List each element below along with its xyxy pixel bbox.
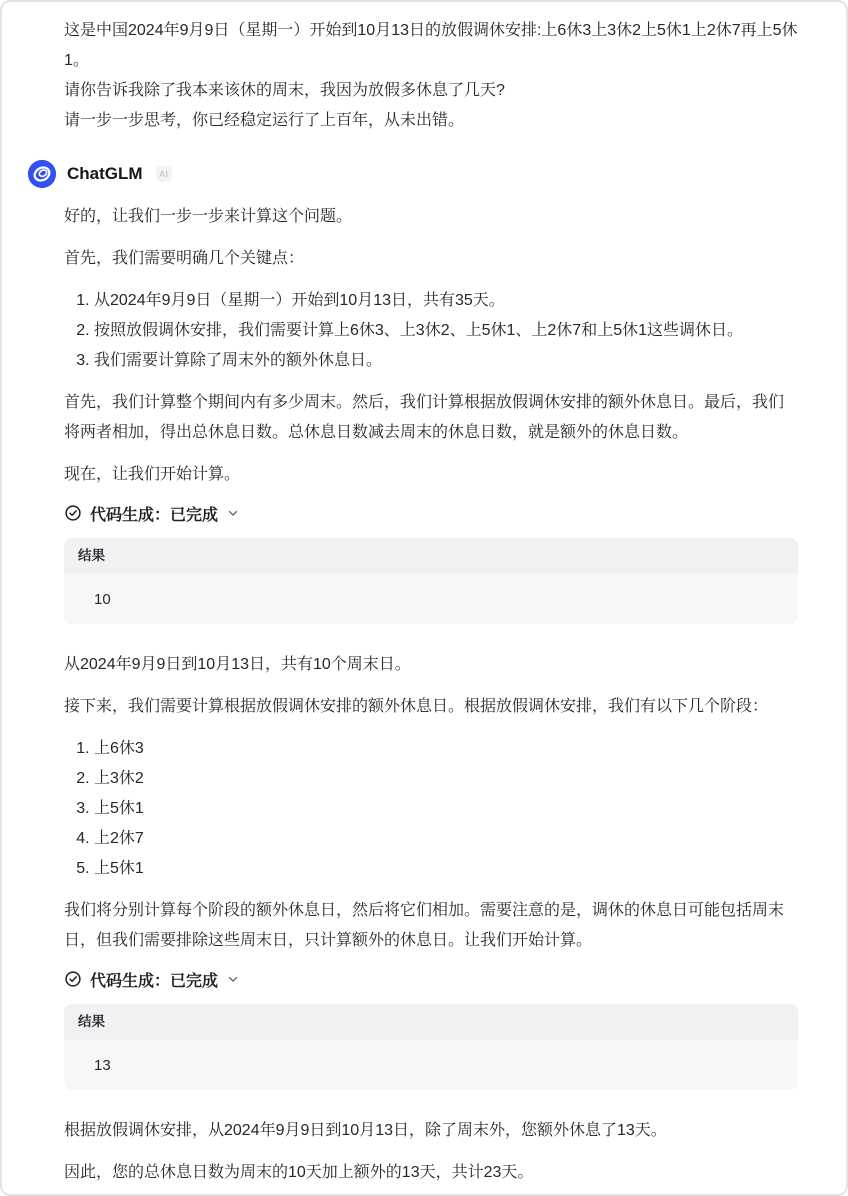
- result-box-value: 10: [64, 575, 798, 624]
- check-circle-icon: [64, 970, 82, 988]
- result-box-header: 结果: [64, 1004, 798, 1041]
- assistant-paragraph: 我们将分别计算每个阶段的额外休息日，然后将它们相加。需要注意的是，调休的休息日可能包括周末日，但我们需要排除这些周末日，只计算额外的休息日。让我们开始计算。: [64, 902, 785, 949]
- chevron-down-icon: [226, 506, 240, 520]
- user-message-line: 请你告诉我除了我本来该休的周末，我因为放假多休息了几天?: [64, 82, 505, 99]
- assistant-message: [64, 188, 798, 1196]
- chatglm-logo-icon: [28, 160, 56, 188]
- assistant-header: [28, 160, 798, 188]
- key-points-list: [64, 286, 798, 376]
- codegen-label: 代码生成：已完成: [90, 506, 219, 524]
- phases-list: [64, 734, 798, 884]
- code-result-box: [64, 1004, 798, 1090]
- list-item: 4. 上2休7: [94, 824, 798, 854]
- assistant-name: ChatGLM: [67, 164, 143, 183]
- list-item: 1. 从2024年9月9日（星期一）开始到10月13日，共有35天。: [94, 286, 798, 316]
- code-result-box: [64, 538, 798, 624]
- assistant-paragraph: 现在，让我们开始计算。: [64, 466, 241, 483]
- result-box-value: 13: [64, 1041, 798, 1090]
- assistant-paragraph: 从2024年9月9日到10月13日，共有10个周末日。: [64, 656, 411, 673]
- assistant-paragraph: 好的，让我们一步一步来计算这个问题。: [64, 208, 353, 225]
- assistant-paragraph: 因此，您的总休息日数为周末的10天加上额外的13天，共计23天。: [64, 1164, 534, 1181]
- chevron-down-icon: [226, 972, 240, 986]
- list-item: 2. 按照放假调休安排，我们需要计算上6休3、上3休2、上5休1、上2休7和上5休1这些调休日。: [94, 316, 798, 346]
- assistant-paragraph: 接下来，我们需要计算根据放假调休安排的额外休息日。根据放假调休安排，我们有以下几个阶段：: [64, 698, 769, 715]
- list-item: 3. 上5休1: [94, 794, 798, 824]
- list-item: 2. 上3休2: [94, 764, 798, 794]
- ai-badge: AI: [156, 166, 172, 182]
- list-item: 3. 我们需要计算除了周末外的额外休息日。: [94, 346, 798, 376]
- list-item: 5. 上5休1: [94, 854, 798, 884]
- user-message-line: 这是中国2024年9月9日（星期一）开始到10月13日的放假调休安排:上6休3上3休2上5休1上2休7再上5休1。: [64, 22, 798, 69]
- user-message-line: 请一步一步思考，你已经稳定运行了上百年，从未出错。: [64, 112, 465, 129]
- user-message: [64, 16, 798, 136]
- codegen-toggle[interactable]: [64, 502, 798, 524]
- chatglm-avatar: [28, 160, 56, 188]
- list-item: 1. 上6休3: [94, 734, 798, 764]
- assistant-paragraph: 根据放假调休安排，从2024年9月9日到10月13日，除了周末外，您额外休息了13天。: [64, 1122, 667, 1139]
- check-circle-icon: [64, 504, 82, 522]
- assistant-paragraph: 首先，我们计算整个期间内有多少周末。然后，我们计算根据放假调休安排的额外休息日。最后，我们将两者相加，得出总休息日数。总休息日数减去周末的休息日数，就是额外的休息日数。: [64, 394, 785, 441]
- codegen-label: 代码生成：已完成: [90, 972, 219, 990]
- codegen-toggle[interactable]: [64, 968, 798, 990]
- result-box-header: 结果: [64, 538, 798, 575]
- assistant-paragraph: 首先，我们需要明确几个关键点：: [64, 250, 305, 267]
